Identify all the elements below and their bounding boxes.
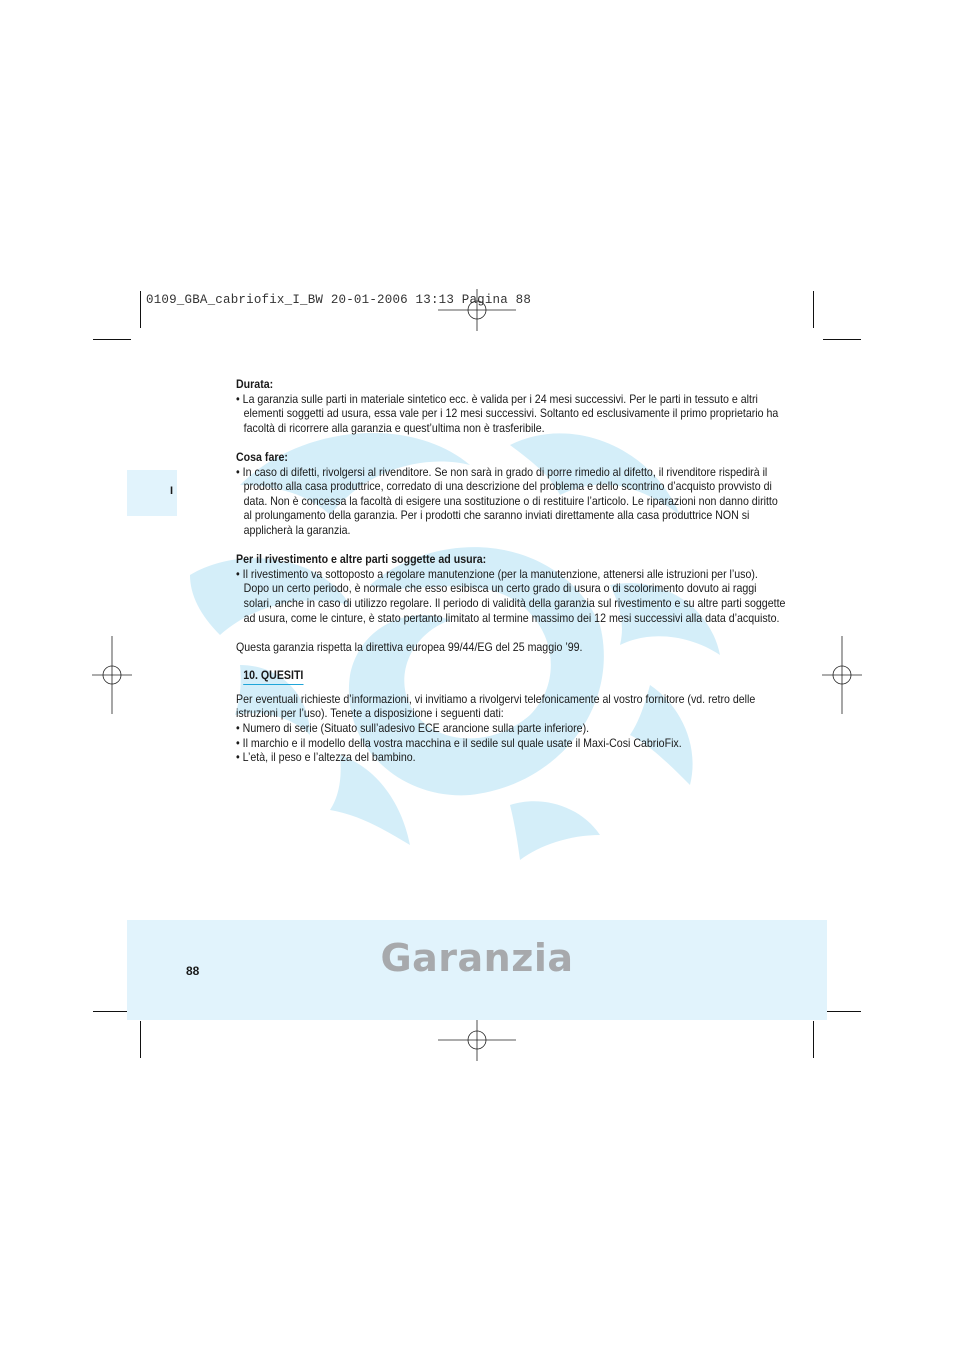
crop-mark-top-left-v xyxy=(140,291,141,328)
crop-mark-bottom-right-h xyxy=(823,1011,861,1012)
crop-mark-bottom-left-v xyxy=(140,1021,141,1058)
directive-note: Questa garanzia rispetta la direttiva europea 99/44/EG del 25 maggio ’99. xyxy=(236,639,583,654)
registration-mark-right xyxy=(822,636,862,714)
quesiti-bullet: • Numero di serie (Situato sull’adesivo ECE arancione sulla parte inferiore). xyxy=(236,721,590,736)
cosa-fare-bullet: • In caso di difetti, rivolgersi al rivenditore. Se non sarà in grado di porre rimedio al difetto, il rivenditore rispedirà il prodotto alla casa produttrice, corredato di una descrizione del problema e dello scontrino d’acquisto provvisto di data. Non è concessa la facoltà di esigere una sostituzione o di restituire l’articolo. Le riparazioni non danno diritto al prolungamento della garanzia. Per i prodotti che saranno inviati direttamente alla casa produttrice NON si applicherà la garanzia. xyxy=(236,464,778,537)
quesiti-intro: Per eventuali richieste d’informazioni, vi invitiamo a rivolgervi telefonicamente al vostro fornitore (vd. retro delle istruzioni per l’uso). Tenete a disposizione i seguenti dati: xyxy=(236,691,756,721)
durata-bullet: • La garanzia sulle parti in materiale sintetico ecc. è valida per i 24 mesi successivi. Per le parti in tessuto e altri elementi soggetti ad usura, essa vale per i 12 mesi successivi. Soltanto ed esclusivamente il primo proprietario ha facoltà di ricorrere alla garanzia e quest’ultima non è trasferibile. xyxy=(236,391,779,435)
durata-heading: Durata: xyxy=(236,377,274,391)
cosa-fare-heading: Cosa fare: xyxy=(236,449,288,464)
spacer xyxy=(236,538,786,553)
registration-mark-top xyxy=(438,289,516,331)
rivestimento-heading: Per il rivestimento e altre parti soggette ad usura: xyxy=(236,552,487,567)
quesiti-bullet: • L’età, il peso e l’altezza del bambino. xyxy=(236,750,416,765)
registration-mark-left xyxy=(92,636,132,714)
page-number: 88 xyxy=(186,964,200,978)
crop-mark-bottom-left-h xyxy=(93,1011,131,1012)
registration-mark-bottom xyxy=(438,1019,516,1061)
spacer xyxy=(236,435,786,450)
crop-mark-bottom-right-v xyxy=(813,1021,814,1058)
crop-mark-top-right-h xyxy=(823,339,861,340)
crop-mark-top-left-h xyxy=(93,339,131,340)
crop-mark-top-right-v xyxy=(813,291,814,328)
rivestimento-bullet: • Il rivestimento va sottoposto a regolare manutenzione (per la manutenzione, attenersi alle istruzioni per l’uso). Dopo un certo periodo, è normale che esso esibisca un certo grado di usura o di scolorimento dovuto ai raggi solari, anche in caso di utilizzo regolare. Il periodo di validità della garanzia sul rivestimento e su altre parti soggette ad usura, come le cinture, è stato pertanto limitato al termine massimo dei 12 mesi successivi alla data d’acquisto. xyxy=(236,566,786,625)
page-title: Garanzia xyxy=(380,936,574,980)
warranty-text xyxy=(236,377,786,765)
language-tab-letter: I xyxy=(170,485,174,497)
quesiti-heading: 10. QUESITI xyxy=(243,668,303,685)
quesiti-bullet: • Il marchio e il modello della vostra macchina e il sedile sul quale usate il Maxi-Cosi CabrioFix. xyxy=(236,735,682,750)
print-slug: 0109_GBA_cabriofix_I_BW 20-01-2006 13:13 Pagina 88 xyxy=(146,293,532,307)
spacer xyxy=(236,625,786,640)
